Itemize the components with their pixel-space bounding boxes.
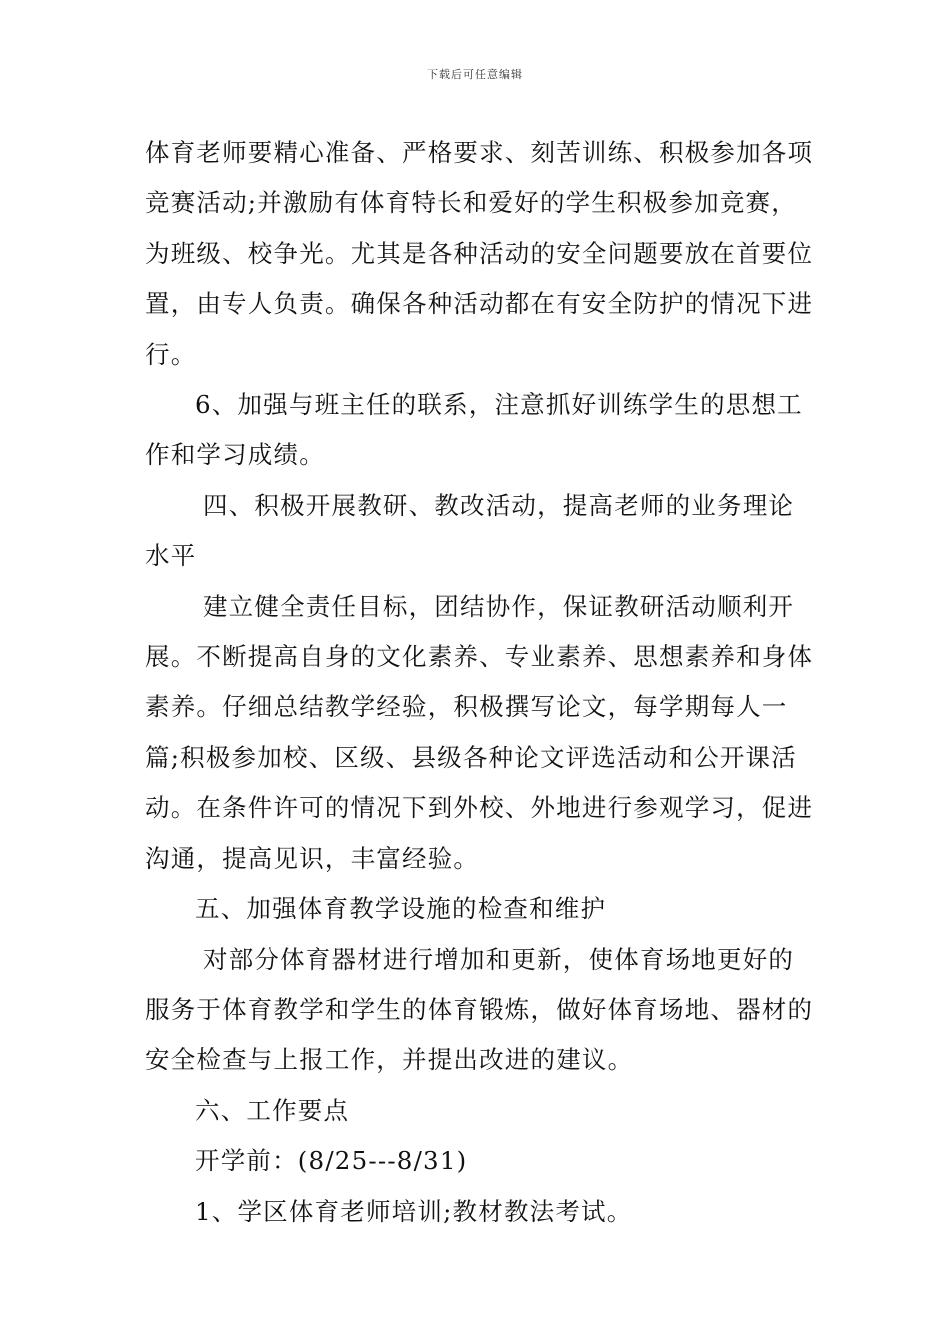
paragraph-section-5-body: 对部分体育器材进行增加和更新，使体育场地更好的服务于体育教学和学生的体育锻炼，做好体育场地、器材的安全检查与上报工作，并提出改进的建议。 bbox=[145, 944, 814, 1075]
section-heading-6: 六、工作要点 bbox=[195, 1095, 350, 1125]
paragraph-item-1: 1、学区体育老师培训;教材教法考试。 bbox=[195, 1196, 633, 1226]
page-header-caption: 下载后可任意编辑 bbox=[427, 68, 523, 81]
paragraph-continuation: 体育老师要精心准备、严格要求、刻苦训练、积极参加各项竞赛活动;并激励有体育特长和爱好的学生积极参加竞赛，为班级、校争光。尤其是各种活动的安全问题要放在首要位置，由专人负责。确保各种活动都在有安全防护的情况下进行。 bbox=[145, 138, 814, 369]
document-body bbox=[145, 128, 815, 1237]
paragraph-pre-semester: 开学前：(8/25---8/31) bbox=[195, 1146, 468, 1176]
section-heading-5: 五、加强体育教学设施的检查和维护 bbox=[195, 894, 607, 924]
paragraph-item-6: 6、加强与班主任的联系，注意抓好训练学生的思想工作和学习成绩。 bbox=[145, 390, 803, 470]
paragraph-section-4-body: 建立健全责任目标，团结协作，保证教研活动顺利开展。不断提高自身的文化素养、专业素养、思想素养和身体素养。仔细总结教学经验，积极撰写论文，每学期每人一篇;积极参加校、区级、县级各种论文评选活动和公开课活动。在条件许可的情况下到外校、外地进行参观学习，促进沟通，提高见识，丰富经验。 bbox=[145, 591, 814, 873]
section-heading-4: 四、积极开展教研、教改活动，提高老师的业务理论水平 bbox=[145, 490, 795, 571]
